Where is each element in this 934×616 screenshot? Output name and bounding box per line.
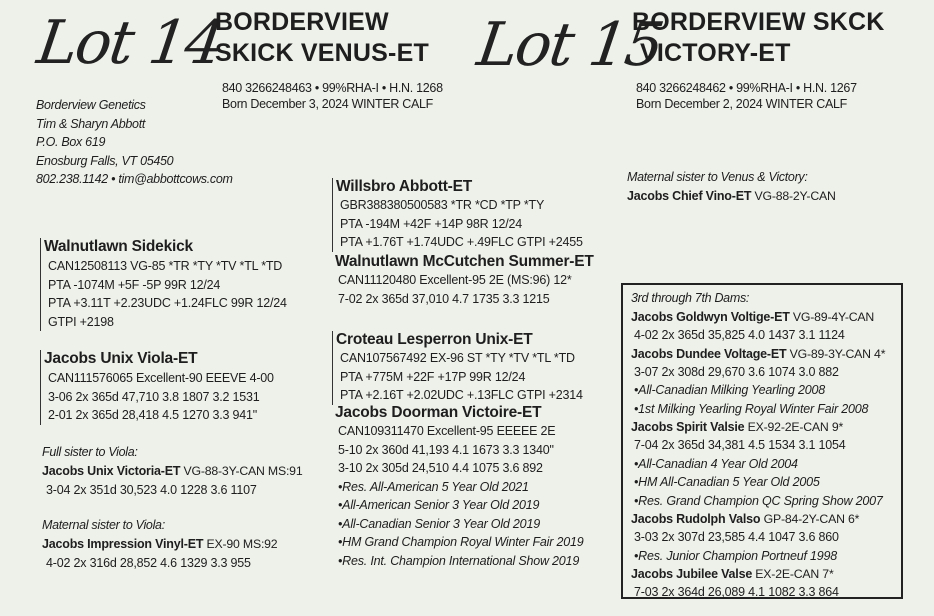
full-sister-block [42,445,302,500]
sire-line-1: CAN12508113 VG-85 *TR *TY *TV *TL *TD [48,259,283,273]
dam-dam-line-3: 3-10 2x 305d 24,510 4.4 1075 3.6 892 [338,461,543,475]
dam-sire-line-3: PTA +2.16T +2.02UDC +.13FLC GTPI +2314 [340,388,583,402]
lot-15-registration: 840 3266248462 • 99%RHA-I • H.N. 1267 [636,81,857,95]
dam-dam-line-1: CAN109311470 Excellent-95 EEEEE 2E [338,424,556,438]
maternal-sister-viola-block [42,518,277,573]
phone-email: 802.238.1142 • tim@abbottcows.com [36,172,233,186]
dam6-award-1: •Res. Junior Champion Portneuf 1998 [634,548,838,563]
po-box: P.O. Box 619 [36,135,106,149]
dam7-record: 7-03 2x 364d 26,089 4.1 1082 3.3 864 [634,585,839,599]
lot-14-label: Lot 14 [33,8,227,78]
sire-line-2: PTA -1074M +5F -5P 99R 12/24 [48,277,221,292]
dam5-award-2: •HM All-Canadian 5 Year Old 2005 [634,475,820,489]
dam-block [40,350,274,425]
dam-line-2: 3-06 2x 365d 47,710 3.8 1807 3.2 1531 [48,389,260,404]
dam-dam-block [335,404,583,570]
sire-dam-line-1: CAN11120480 Excellent-95 2E (MS:96) 12* [338,273,572,287]
sire-name: Walnutlawn Sidekick [44,238,193,255]
maternal-sister-viola-record: 4-02 2x 316d 28,852 4.6 1329 3.3 955 [46,556,251,570]
dam-sire-line-2: PTA +775M +22F +17P 99R 12/24 [340,369,526,384]
dam4-award-2: •1st Milking Yearling Royal Winter Fair 2008 [634,401,869,416]
maternal-sister-viola-note: Maternal sister to Viola: [42,518,165,532]
lot-14-title-line2: SKICK VENUS-ET [215,39,429,67]
sire-dam-line-2: 7-02 2x 365d 37,010 4.7 1735 3.3 1215 [338,291,550,306]
sire-line-3: PTA +3.11T +2.23UDC +1.24FLC 99R 12/24 [48,296,287,310]
lot-14-born: Born December 3, 2024 WINTER CALF [222,97,434,111]
dam-dam-line-2: 5-10 2x 360d 41,193 4.1 1673 3.3 1340" [338,442,554,457]
dam4-award-1: •All-Canadian Milking Yearling 2008 [634,383,826,397]
dam3-class: VG-89-4Y-CAN [789,310,875,324]
lot-15-title-line1: BORDERVIEW SKCK [632,8,885,36]
dam4-name: Jacobs Dundee Voltage-ET [631,346,787,361]
dam-dam-award-4: •HM Grand Champion Royal Winter Fair 2019 [338,535,584,549]
city-state: Enosburg Falls, VT 05450 [36,153,174,168]
lot-15-label: Lot 15 [473,10,667,80]
dam4-class: VG-89-3Y-CAN 4* [786,346,886,361]
full-sister-class: VG-88-3Y-CAN MS:91 [180,464,303,478]
dam-dam-award-1: •Res. All-American 5 Year Old 2021 [338,479,529,494]
maternal-sister-vv-class: VG-88-2Y-CAN [751,189,836,203]
sire-dam-block [335,253,594,308]
dams-box [621,283,903,599]
dam-dam-award-2: •All-American Senior 3 Year Old 2019 [338,498,540,512]
consignor-contact [36,96,233,189]
maternal-sister-vv-note: Maternal sister to Venus & Victory: [627,170,808,184]
dam-dam-award-3: •All-Canadian Senior 3 Year Old 2019 [338,516,540,531]
dam-line-3: 2-01 2x 365d 28,418 4.5 1270 3.3 941" [48,408,258,422]
dam5-award-3: •Res. Grand Champion QC Spring Show 2007 [634,493,883,508]
dam5-record: 7-04 2x 365d 34,381 4.5 1534 3.1 1054 [634,438,846,452]
dam5-name: Jacobs Spirit Valsie [631,420,745,434]
sire-sire-block [332,178,583,252]
dam-dam-name: Jacobs Doorman Victoire-ET [335,404,542,421]
lot-15-born: Born December 2, 2024 WINTER CALF [636,97,848,111]
sire-dam-name: Walnutlawn McCutchen Summer-ET [335,253,594,270]
maternal-sister-vv-block [627,170,836,205]
dam3-record: 4-02 2x 365d 35,825 4.0 1437 3.1 1124 [634,328,845,342]
full-sister-name: Jacobs Unix Victoria-ET [42,464,181,478]
dam5-class: EX-92-2E-CAN 9* [744,420,844,434]
dam7-class: EX-2E-CAN 7* [752,567,834,581]
full-sister-note: Full sister to Viola: [42,445,138,459]
lot-14-title-line1: BORDERVIEW [215,8,389,36]
dam-line-1: CAN111576065 Excellent-90 EEEVE 4-00 [48,371,274,385]
dam-sire-name: Croteau Lesperron Unix-ET [336,331,533,348]
lot-14-registration: 840 3266248463 • 99%RHA-I • H.N. 1268 [222,81,443,95]
maternal-sister-viola-class: EX-90 MS:92 [203,537,278,551]
dams-heading: 3rd through 7th Dams: [631,291,750,305]
dam4-record: 3-07 2x 308d 29,670 3.6 1074 3.0 882 [634,364,839,379]
dam-dam-award-5: •Res. Int. Champion International Show 2019 [338,553,580,568]
sire-sire-name: Willsbro Abbott-ET [336,178,473,195]
dam6-name: Jacobs Rudolph Valso [631,512,761,526]
dam7-name: Jacobs Jubilee Valse [631,567,753,581]
sire-sire-line-2: PTA -194M +42F +14P 98R 12/24 [340,216,523,231]
dam6-class: GP-84-2Y-CAN 6* [760,512,860,526]
sire-line-4: GTPI +2198 [48,314,114,329]
dam-sire-block [332,331,583,405]
maternal-sister-viola-name: Jacobs Impression Vinyl-ET [42,537,204,551]
dam-name: Jacobs Unix Viola-ET [44,350,198,367]
dams-box-content [631,291,885,602]
dam-sire-line-1: CAN107567492 EX-96 ST *TY *TV *TL *TD [340,351,575,365]
sire-sire-line-1: GBR388380500583 *TR *CD *TP *TY [340,198,545,212]
sire-block [40,238,287,331]
full-sister-record: 3-04 2x 351d 30,523 4.0 1228 3.6 1107 [46,483,257,497]
farm-name: Borderview Genetics [36,98,146,112]
maternal-sister-vv-name: Jacobs Chief Vino-ET [627,189,752,203]
dam3-name: Jacobs Goldwyn Voltige-ET [631,310,790,324]
dam5-award-1: •All-Canadian 4 Year Old 2004 [634,456,798,471]
dam6-record: 3-03 2x 307d 23,585 4.4 1047 3.6 860 [634,530,839,544]
owner-names: Tim & Sharyn Abbott [36,116,146,131]
sire-sire-line-3: PTA +1.76T +1.74UDC +.49FLC GTPI +2455 [340,235,583,249]
lot-15-title-line2: VICTORY-ET [640,39,791,67]
